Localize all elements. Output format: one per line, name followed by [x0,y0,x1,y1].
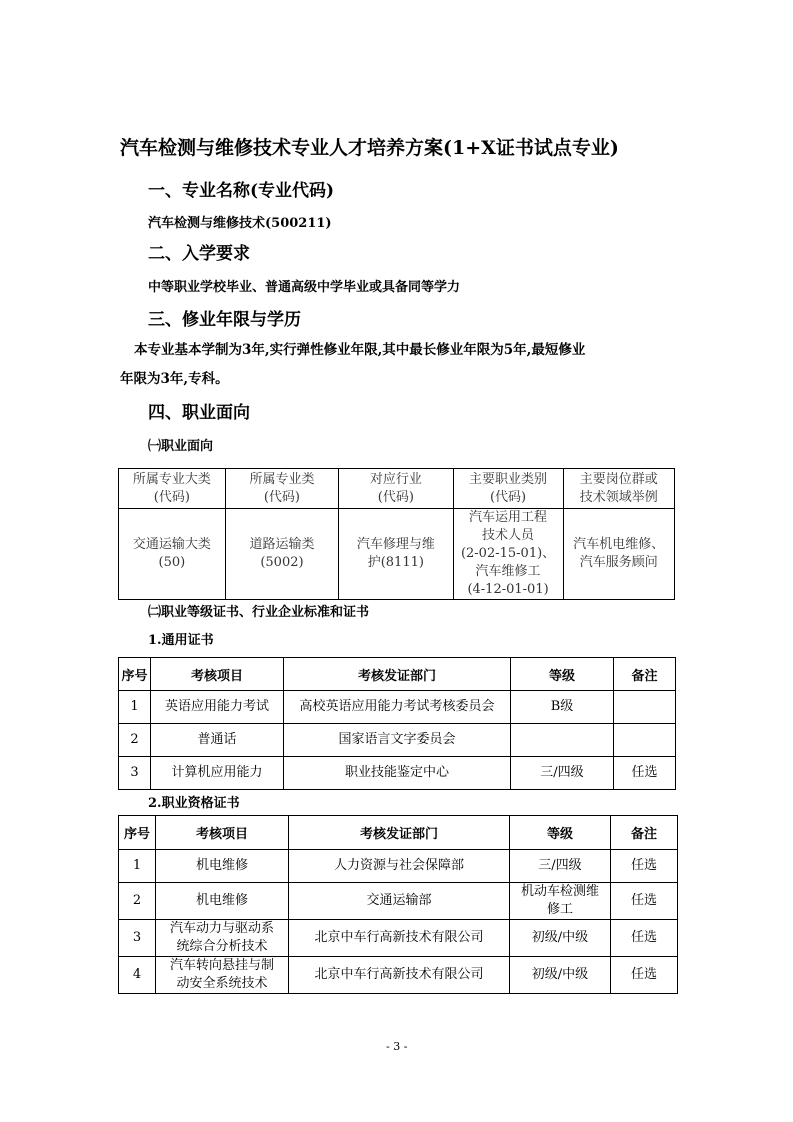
table-cell [510,920,611,957]
cell-text-line: 人力资源与社会保障部 [333,858,464,873]
cell-text-line: (5002) [260,555,304,570]
cell-text-line: 机电维修 [195,893,248,908]
table-cell: B级 [511,691,614,724]
table-cell [119,920,156,957]
cell-text-line: 所属专业大类 [132,471,211,487]
cell-text-line: 汽车维修工 [475,564,541,579]
cell-text-line: 任选 [630,858,657,873]
table-cell [611,850,678,883]
table-cell: 职业技能鉴定中心 [284,757,511,790]
table-row [119,920,678,957]
header-cell: 考核发证部门 [284,658,511,691]
cell-text-line: 交通运输大类 [132,537,211,552]
table-row [119,724,676,757]
header-cell: 序号 [119,658,151,691]
header-cell: 考核项目 [151,658,284,691]
career-table [118,468,675,600]
table-cell [156,957,289,994]
header-cell [453,469,563,509]
cell-text-line: 道路运输类 [249,537,315,552]
table-cell [611,883,678,920]
table-cell [156,883,289,920]
general-cert-title: 1.通用证书 [148,633,214,648]
cell-text-line: 修工 [546,902,573,917]
table-cell: 英语应用能力考试 [151,691,284,724]
cell-text-line: (代码) [377,489,414,505]
table-cell [510,883,611,920]
cell-text-line: 初级/中级 [531,930,589,945]
table-cell: 3 [119,757,151,790]
table-cell [289,920,510,957]
cell-text-line: 任选 [630,930,657,945]
table-cell: 高校英语应用能力考试考核委员会 [284,691,511,724]
table-cell [614,691,676,724]
major-name-text: 汽车检测与维修技术(500211) [148,216,332,231]
table-cell: 国家语言文字委员会 [284,724,511,757]
cell-text-line: 主要职业类别 [469,471,548,487]
table-cell: 普通话 [151,724,284,757]
cell-text-line: 3 [132,930,142,945]
section-heading-career: 四、职业面向 [148,403,250,423]
table-cell [453,509,563,600]
cell-text-line: 机动车检测维 [520,884,599,899]
cell-text-line: (2-02-15-01)、 [460,546,556,561]
header-cell [225,469,338,509]
header-cell: 等级 [511,658,614,691]
cell-text-line: 初级/中级 [531,967,589,982]
table-row [119,957,678,994]
header-cell [563,469,674,509]
table-cell [339,509,453,600]
table-row [119,757,676,790]
duration-line-1: 本专业基本学制为3年,实行弹性修业年限,其中最长修业年限为5年,最短修业 [134,342,586,358]
subheading-career: ㈠职业面向 [148,439,214,454]
cell-text-line: 2 [132,893,142,908]
header-row [119,816,678,850]
cell-text-line: 动安全系统技术 [176,976,268,991]
page-number: - 3 - [386,1040,408,1053]
table-row [119,691,676,724]
table-cell [119,509,226,600]
table-cell [289,883,510,920]
cell-text-line: 技术人员 [482,528,535,543]
header-cell [119,469,226,509]
cell-text-line: 北京中车行高新技术有限公司 [314,967,484,982]
table-cell: 任选 [614,757,676,790]
table-cell [225,509,338,600]
table-cell [611,920,678,957]
table-cell [119,883,156,920]
table-cell: 2 [119,724,151,757]
cell-text-line: (代码) [263,489,301,505]
cell-text-line: 主要岗位群或 [579,471,658,487]
cell-text-line: 机电维修 [195,858,248,873]
cell-text-line: (代码) [489,489,527,505]
table-cell: 1 [119,691,151,724]
qualification-cert-title: 2.职业资格证书 [148,796,240,811]
table-cell [119,957,156,994]
table-cell [156,920,289,957]
header-cell [339,469,453,509]
table-cell [511,724,614,757]
cell-text-line: 三/四级 [538,858,582,873]
cell-text-line: 任选 [630,967,657,982]
table-cell: 计算机应用能力 [151,757,284,790]
table-cell [289,957,510,994]
cell-text-line: (代码) [153,489,190,505]
table-row [119,850,678,883]
section-heading-admission: 二、入学要求 [148,244,250,264]
cell-text-line: 对应行业 [369,471,422,487]
section-heading-name: 一、专业名称(专业代码) [148,181,335,201]
cell-text-line: (50) [158,555,186,570]
cell-text-line: 护(8111) [367,555,424,570]
cell-text-line: 统综合分析技术 [176,939,268,954]
table-cell [611,957,678,994]
cell-text-line: 汽车机电维修、 [573,537,665,552]
cell-text-line: 汽车修理与维 [356,537,435,552]
table-cell [510,850,611,883]
cell-text-line: 4 [132,967,142,982]
cell-text-line: (4-12-01-01) [467,582,549,597]
duration-line-2: 年限为3年,专科。 [120,371,229,387]
cell-text-line: 1 [132,858,142,873]
header-row [119,658,676,691]
table-cell [289,850,510,883]
header-cell: 备注 [611,816,678,850]
cell-text-line: 北京中车行高新技术有限公司 [314,930,484,945]
header-cell: 考核项目 [156,816,289,850]
page-title: 汽车检测与维修技术专业人才培养方案(1+X证书试点专业) [120,137,619,159]
cell-text-line: 所属专业类 [249,471,315,487]
table-cell [614,724,676,757]
table-cell: 三/四级 [511,757,614,790]
cell-text-line: 汽车转向悬挂与制 [169,958,274,973]
header-cell: 考核发证部门 [289,816,510,850]
subheading-certificates: ㈡职业等级证书、行业企业标准和证书 [148,605,370,620]
table-cell [119,850,156,883]
general-cert-table [118,657,676,790]
table-cell [156,850,289,883]
table-cell [510,957,611,994]
cell-text-line: 汽车动力与驱动系 [169,921,274,936]
section-heading-duration: 三、修业年限与学历 [148,310,301,330]
cell-text-line: 任选 [630,893,657,908]
header-cell: 等级 [510,816,611,850]
header-cell: 备注 [614,658,676,691]
cell-text-line: 汽车运用工程 [469,510,548,525]
table-row [119,883,678,920]
cell-text-line: 汽车服务顾问 [579,555,658,570]
header-cell: 序号 [119,816,156,850]
admission-text: 中等职业学校毕业、普通高级中学毕业或具备同等学力 [148,280,461,295]
table-cell [563,509,674,600]
qualification-cert-table [118,815,678,994]
cell-text-line: 技术领域举例 [579,489,658,505]
cell-text-line: 交通运输部 [366,893,432,908]
